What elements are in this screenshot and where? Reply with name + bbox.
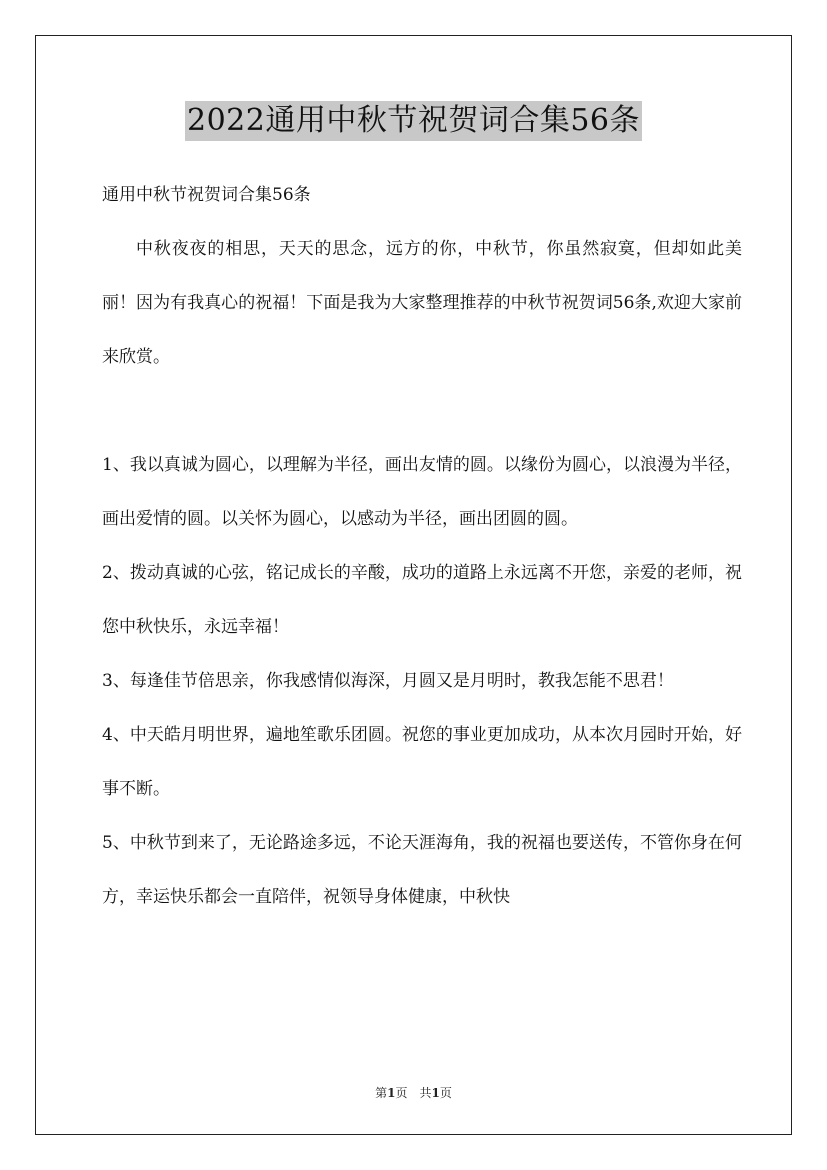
page-footer (0, 1084, 827, 1101)
footer-page-current: 1 (387, 1086, 396, 1100)
list-item-2: 2、拨动真诚的心弦，铭记成长的辛酸，成功的道路上永远离不开您，亲爱的老师，祝您中秋快乐，永远幸福！ (102, 563, 742, 637)
document-title: 2022通用中秋节祝贺词合集56条 (185, 101, 642, 141)
document-subtitle: 通用中秋节祝贺词合集56条 (102, 185, 311, 205)
list-item-1: 1、我以真诚为圆心，以理解为半径，画出友情的圆。以缘份为圆心，以浪漫为半径，画出爱情的圆。以关怀为圆心，以感动为半径，画出团圆的圆。 (102, 455, 742, 529)
footer-suffix: 页 (439, 1086, 452, 1100)
list-item-5: 5、中秋节到来了，无论路途多远，不论天涯海角，我的祝福也要送传，不管你身在何方，幸运快乐都会一直陪伴，祝领导身体健康，中秋快 (102, 833, 742, 907)
list-item-4: 4、中天皓月明世界，遍地笙歌乐团圆。祝您的事业更加成功，从本次月园时开始，好事不断。 (102, 725, 742, 799)
footer-mid: 页 共 (395, 1086, 432, 1100)
list-item-3: 3、每逢佳节倍思亲，你我感情似海深，月圆又是月明时，教我怎能不思君！ (102, 671, 674, 691)
document-body (102, 172, 742, 924)
title-container (0, 101, 827, 141)
footer-prefix: 第 (375, 1086, 388, 1100)
paragraph-gap (102, 384, 742, 438)
intro-paragraph: 中秋夜夜的相思，天天的思念，远方的你，中秋节，你虽然寂寞，但却如此美丽！因为有我真心的祝福！下面是我为大家整理推荐的中秋节祝贺词56条,欢迎大家前来欣赏。 (102, 239, 742, 367)
footer-page-total: 1 (431, 1086, 440, 1100)
